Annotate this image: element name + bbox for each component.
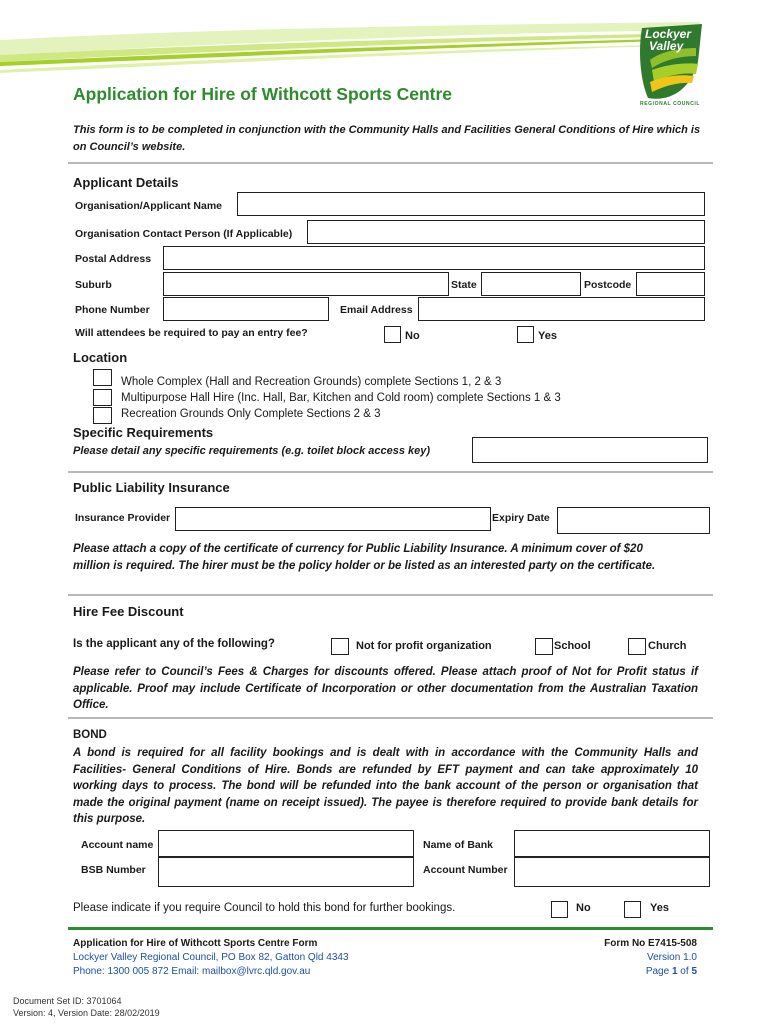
divider xyxy=(68,594,713,596)
postal-label: Postal Address xyxy=(75,253,152,265)
location-whole-complex-label: Whole Complex (Hall and Recreation Grounds) complete Sections 1, 2 & 3 xyxy=(121,376,502,388)
logo-subtext: REGIONAL COUNCIL xyxy=(640,101,701,107)
nfp-checkbox[interactable] xyxy=(331,638,349,655)
suburb-label: Suburb xyxy=(75,279,112,291)
footer-form-title: Application for Hire of Withcott Sports Centre Form xyxy=(73,938,318,949)
account-number-input[interactable] xyxy=(514,857,710,887)
bsb-input[interactable] xyxy=(158,857,414,887)
school-checkbox[interactable] xyxy=(535,638,553,655)
footer-page-number xyxy=(646,966,697,977)
contact-person-input[interactable] xyxy=(307,220,705,244)
specific-label: Please detail any specific requirements (e.g. toilet block access key) xyxy=(73,445,431,457)
insurance-provider-input[interactable] xyxy=(175,507,491,531)
email-input[interactable] xyxy=(418,297,705,321)
postal-address-input[interactable] xyxy=(163,246,705,270)
hold-bond-yes-checkbox[interactable] xyxy=(624,901,641,918)
specific-requirements-input[interactable] xyxy=(472,437,708,463)
phone-input[interactable] xyxy=(163,297,329,321)
hold-bond-no-checkbox[interactable] xyxy=(551,901,568,918)
location-hall-checkbox[interactable] xyxy=(93,389,112,406)
location-grounds-label: Recreation Grounds Only Complete Sections 2 & 3 xyxy=(121,408,381,420)
footer-version: Version 1.0 xyxy=(646,952,697,963)
divider xyxy=(68,717,713,719)
entry-fee-label: Will attendees be required to pay an entry fee? xyxy=(75,327,308,339)
expiry-date-input[interactable] xyxy=(557,507,710,534)
footer-form-no: Form No E7415-508 xyxy=(604,938,697,949)
church-label: Church xyxy=(648,640,687,652)
postcode-label: Postcode xyxy=(584,279,632,291)
logo-text: Lockyer Valley xyxy=(645,27,692,53)
location-grounds-checkbox[interactable] xyxy=(93,407,112,424)
footer-address: Lockyer Valley Regional Council, PO Box 82, Gatton Qld 4343 xyxy=(73,952,349,963)
entry-fee-no-checkbox[interactable] xyxy=(384,326,401,343)
account-number-label: Account Number xyxy=(423,864,508,876)
doc-version: Version: 4, Version Date: 28/02/2019 xyxy=(13,1008,160,1018)
discount-note: Please refer to Council’s Fees & Charges for discounts offered. Please attach proof of Not for Profit status if applicable. Proof may include Certificate of Incorporation or other documentation from the Australian Taxation Office. xyxy=(73,666,698,711)
page-current: 1 xyxy=(671,966,678,977)
divider xyxy=(68,162,713,164)
hold-bond-yes-label: Yes xyxy=(650,902,669,914)
bsb-label: BSB Number xyxy=(81,864,146,876)
discount-heading: Hire Fee Discount xyxy=(73,604,184,619)
bank-name-label: Name of Bank xyxy=(423,839,494,851)
divider xyxy=(68,471,713,473)
account-name-label: Account name xyxy=(81,839,154,851)
insurance-heading: Public Liability Insurance xyxy=(73,480,230,495)
org-name-input[interactable] xyxy=(237,192,705,216)
account-name-input[interactable] xyxy=(158,830,414,857)
location-whole-complex-checkbox[interactable] xyxy=(93,369,112,386)
state-label: State xyxy=(451,279,477,291)
school-label: School xyxy=(554,640,591,652)
applicant-heading: Applicant Details xyxy=(73,175,179,190)
discount-question: Is the applicant any of the following? xyxy=(73,638,275,650)
suburb-input[interactable] xyxy=(163,272,449,296)
location-heading: Location xyxy=(73,350,128,365)
nfp-label: Not for profit organization xyxy=(356,640,492,652)
email-label: Email Address xyxy=(340,304,413,316)
footer-contact: Phone: 1300 005 872 Email: mailbox@lvrc.qld.gov.au xyxy=(73,966,311,977)
page-total: 5 xyxy=(691,966,697,977)
expiry-label: Expiry Date xyxy=(492,512,550,524)
page-prefix: Page xyxy=(645,966,672,977)
bank-name-input[interactable] xyxy=(514,830,710,857)
specific-heading: Specific Requirements xyxy=(73,425,214,440)
state-input[interactable] xyxy=(481,272,581,296)
page-of: of xyxy=(677,966,692,977)
entry-fee-yes-label: Yes xyxy=(538,330,557,342)
phone-label: Phone Number xyxy=(75,304,150,316)
entry-fee-no-label: No xyxy=(405,330,420,342)
insurance-note: Please attach a copy of the certificate of currency for Public Liability Insurance. A minimum cover of $20 million is required. The hirer must be the policy holder or be listed as an interested party on the certificate. xyxy=(73,543,656,572)
page-title: Application for Hire of Withcott Sports Centre xyxy=(73,84,453,104)
org-label: Organisation/Applicant Name xyxy=(75,200,223,212)
intro-text: This form is to be completed in conjunction with the Community Halls and Facilities General Conditions of Hire which is on Council’s website. xyxy=(73,124,701,153)
doc-set-id: Document Set ID: 3701064 xyxy=(13,996,122,1006)
hold-bond-no-label: No xyxy=(576,902,591,914)
entry-fee-yes-checkbox[interactable] xyxy=(517,326,534,343)
contact-label: Organisation Contact Person (If Applicable) xyxy=(75,228,293,240)
church-checkbox[interactable] xyxy=(628,638,646,655)
hold-bond-question: Please indicate if you require Council to hold this bond for further bookings. xyxy=(73,902,456,914)
bond-text: A bond is required for all facility bookings and is dealt with in accordance with the Community Halls and Facilities- General Conditions of Hire. Bonds are refunded by EFT payment and can take approximately 10 working days to process. The bond will be refunded into the bank account of the person or organisation that made the original payment (name on receipt issued). The payee is therefore required to provide bank details for this purpose. xyxy=(73,747,698,825)
provider-label: Insurance Provider xyxy=(75,512,171,524)
footer-rule xyxy=(68,927,713,930)
bond-heading: BOND xyxy=(73,729,107,741)
postcode-input[interactable] xyxy=(636,272,705,296)
location-hall-label: Multipurpose Hall Hire (Inc. Hall, Bar, Kitchen and Cold room) complete Sections 1 & 3 xyxy=(121,392,561,404)
